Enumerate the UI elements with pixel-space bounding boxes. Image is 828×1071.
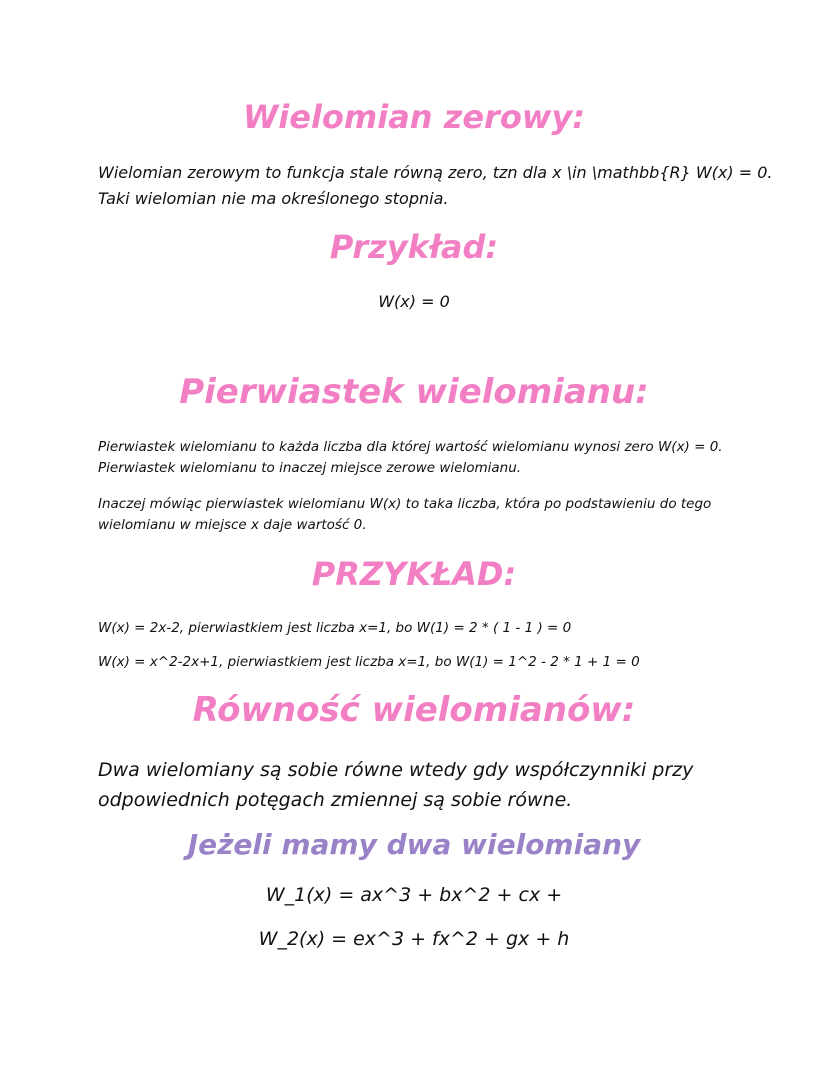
equality-subtitle: Jeżeli mamy dwa wielomiany [187, 828, 641, 861]
root-text-2: Inaczej mówiąc pierwiastek wielomianu W(x) to taka liczba, która po podstawieniu do tego wielomianu w miejsce x daje wartość 0. [98, 496, 712, 533]
root-example-2: W(x) = x^2-2x+1, pierwiastkiem jest liczba x=1, bo W(1) = 1^2 - 2 * 1 + 1 = 0 [98, 654, 640, 670]
zero-example-formula: W(x) = 0 [378, 292, 450, 311]
equality-text: Dwa wielomiany są sobie równe wtedy gdy współczynniki przy odpowiednich potęgach zmiennej są sobie równe. [98, 759, 694, 811]
root-text-1: Pierwiastek wielomianu to każda liczba dla której wartość wielomianu wynosi zero W(x) = 0. Pierwiastek wielomianu to inaczej miejsce zerowe wielomianu. [98, 439, 723, 476]
zero-polynomial-title: Wielomian zerowy: [242, 98, 586, 136]
equality-title: Równość wielomianów: [192, 690, 636, 730]
zero-example-title: Przykład: [329, 228, 499, 266]
equality-formula-1: W_1(x) = ax^3 + bx^2 + cx + [265, 884, 563, 906]
zero-polynomial-text: Wielomian zerowym to funkcja stale równą zero, tzn dla x \in \mathbb{R} W(x) = 0. Taki wielomian nie ma określonego stopnia. [98, 163, 773, 208]
root-example-1: W(x) = 2x-2, pierwiastkiem jest liczba x=1, bo W(1) = 2 * ( 1 - 1 ) = 0 [98, 620, 572, 636]
root-title: Pierwiastek wielomianu: [179, 372, 649, 412]
equality-formula-2: W_2(x) = ex^3 + fx^2 + gx + h [258, 928, 570, 950]
root-example-title: PRZYKŁAD: [311, 555, 517, 593]
